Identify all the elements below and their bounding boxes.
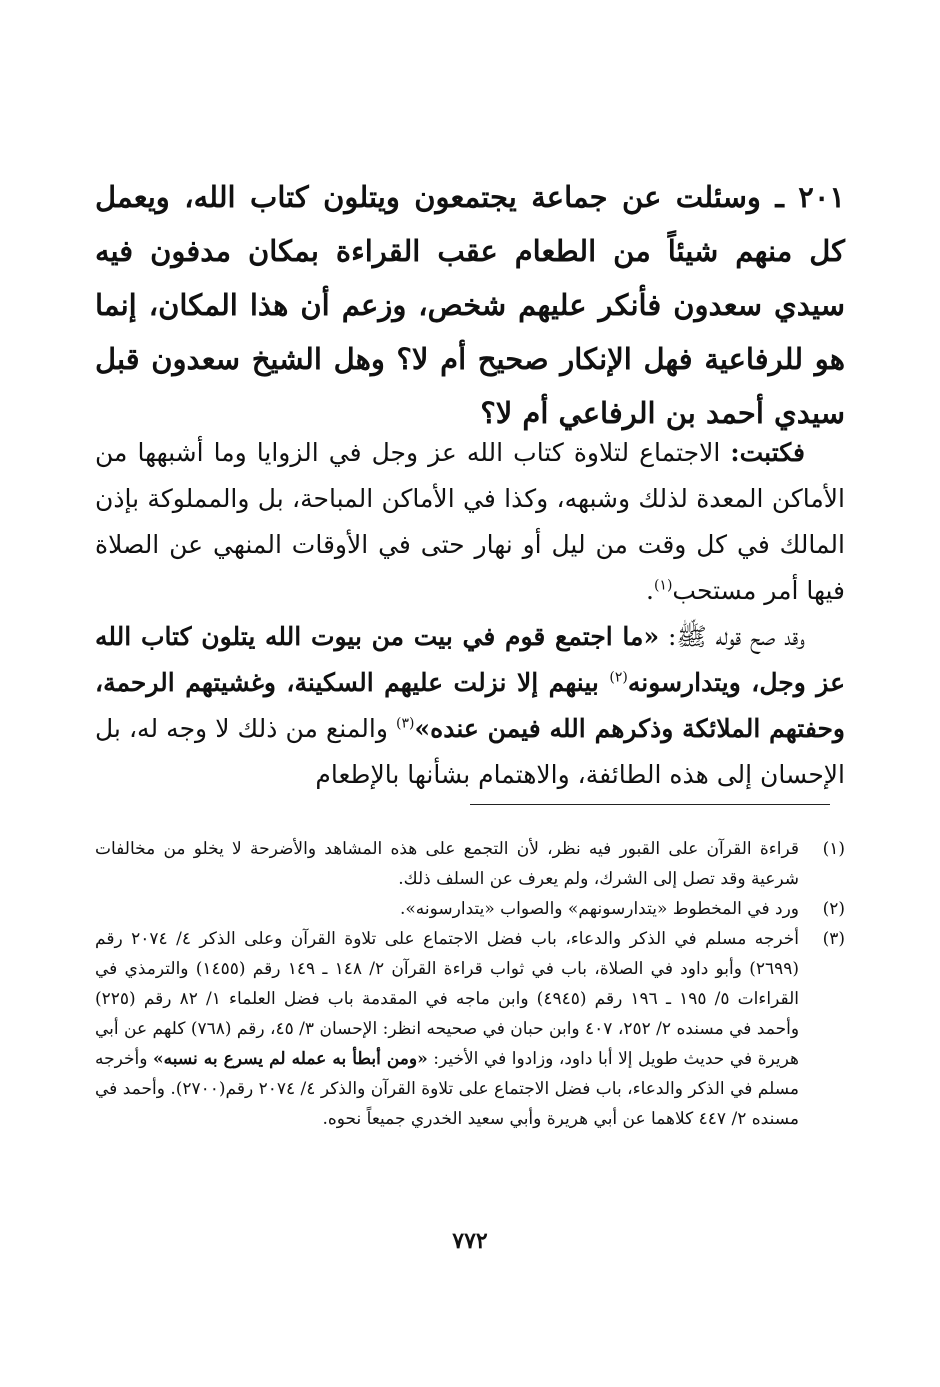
footnote-item bbox=[95, 894, 845, 924]
answer-body bbox=[95, 430, 845, 798]
answer-text-2: والمنع من ذلك لا وجه له، بل الإحسان إلى هذه الطائفة، والاهتمام بشأنها بالإطعام bbox=[95, 714, 845, 789]
hadith-text-b: بينهم إلا نزلت عليهم السكينة، وغشيتهم الرحمة، وحفتهم الملائكة وذكرهم الله فيمن عنده» bbox=[95, 668, 845, 743]
footnote-text bbox=[95, 924, 799, 1134]
footnote-item bbox=[95, 924, 845, 1134]
footnote-number: (٢) bbox=[822, 899, 845, 919]
footnote-number: (١) bbox=[822, 839, 845, 859]
answer-end-1: . bbox=[645, 576, 654, 605]
footnote-text-part-b: وأخرجه مسلم في الذكر والدعاء، باب فضل الاجتماع على تلاوة القرآن والذكر ٤/ ٢٠٧٤ رقم(٢٧٠٠). وأحمد في مسنده ٢/ ٤٤٧ كلاهما عن أبي هريرة وأبي سعيد الخدري جميعاً نحوه. bbox=[95, 1049, 799, 1129]
footnote-text-part-a: أخرجه مسلم في الذكر والدعاء، باب فضل الاجتماع على تلاوة القرآن وعلى الذكر ٤/ ٢٠٧٤ رقم (٢٦٩٩) وأبو داود في الصلاة، باب في ثواب قراءة القرآن ٢/ ١٤٨ ـ ١٤٩ رقم (١٤٥٥) والترمذي في القراءات ٥/ ١٩٥ ـ ١٩٦ رقم (٤٩٤٥) وابن ماجه في المقدمة باب فضل العلماء ١/ ٨٢ رقم (٢٢٥) وأحمد في مسنده ٢/ ٢٥٢، ٤٠٧ وابن حبان في صحيحه انظر: الإحسان ٣/ ٤٥، رقم (٧٦٨) كلهم عن أبي هريرة في حديث طويل إلا أبا داود، وزادوا في الأخير: bbox=[95, 929, 800, 1069]
footnote-text: قراءة القرآن على القبور فيه نظر، لأن التجمع على هذه المشاهد والأضرحة لا يخلو من مخالفات شرعية وقد تصل إلى الشرك، ولم يعرف عن السلف ذلك. bbox=[95, 839, 799, 889]
footnote-number: (٣) bbox=[822, 929, 845, 949]
footnote-ref-1: (١) bbox=[653, 577, 673, 594]
answer-lead: فكتبت: bbox=[730, 438, 805, 467]
hadith-intro: وقد صح قوله ﷺ: bbox=[659, 622, 805, 651]
question-text: وسئلت عن جماعة يجتمعون ويتلون كتاب الله، ويعمل كل منهم شيئاً من الطعام عقب القراءة بمكان مدفون فيه سيدي سعدون فأنكر عليهم شخص، وزعم أن هذا المكان، إنما هو للرفاعية فهل الإنكار صحيح أم لا؟ وهل الشيخ سعدون قبل سيدي أحمد بن الرفاعي أم لا؟ bbox=[95, 180, 845, 430]
footnote-quote: «ومن أبطأ به عمله لم يسرع به نسبه» bbox=[152, 1049, 428, 1069]
hadith-text-a: «ما اجتمع قوم في بيت من بيوت الله يتلون كتاب الله عز وجل، ويتدارسونه bbox=[95, 622, 845, 697]
footnote-item bbox=[95, 834, 845, 894]
question-number: ٢٠١ ـ bbox=[775, 180, 846, 214]
answer-text-1: الاجتماع لتلاوة كتاب الله عز وجل في الزوايا وما أشبهها من الأماكن المعدة لذلك وشبهه، وكذا في الأماكن المباحة، بل والمملوكة بإذن المالك في كل وقت من ليل أو نهار حتى في الأوقات المنهي عن الصلاة فيها أمر مستحب bbox=[95, 438, 845, 605]
footnote-separator bbox=[470, 804, 830, 805]
footnote-ref-3: (٣) bbox=[396, 715, 415, 732]
footnotes bbox=[95, 834, 845, 1134]
footnote-ref-2: (٢) bbox=[609, 669, 628, 686]
footnote-text: ورد في المخطوط «يتدارسونهم» والصواب «يتدارسونه». bbox=[399, 899, 799, 919]
answer-paragraph-1 bbox=[95, 430, 845, 614]
answer-paragraph-2 bbox=[95, 614, 845, 798]
page-number: ٧٧٢ bbox=[452, 1228, 488, 1254]
question-paragraph bbox=[95, 170, 845, 440]
